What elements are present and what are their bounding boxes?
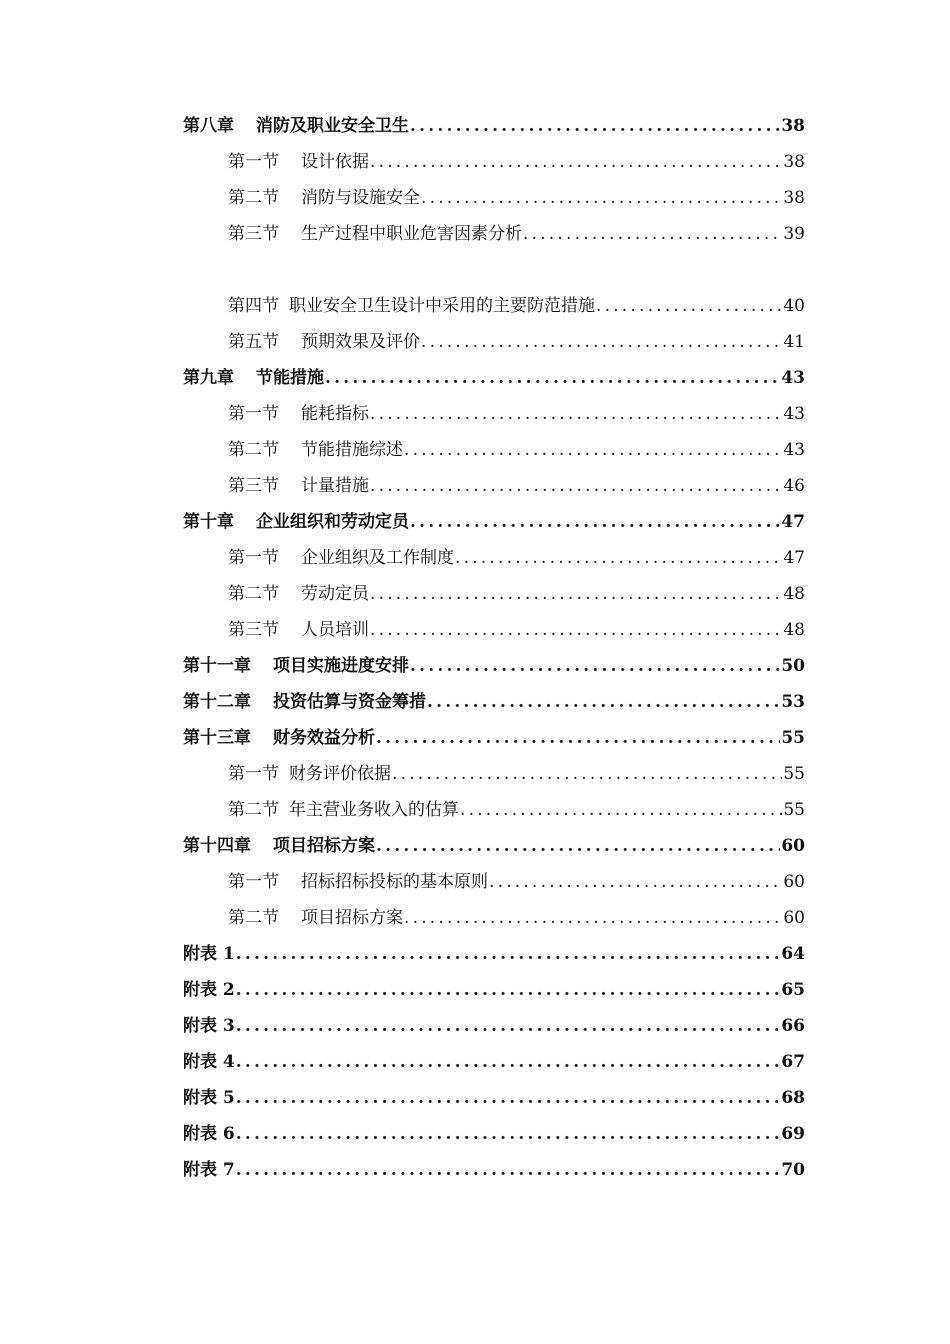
toc-entry-text: 财务效益分析 xyxy=(273,727,375,748)
toc-entry[interactable] xyxy=(183,828,805,864)
toc-entry-number: 第三节 xyxy=(228,475,279,496)
toc-entry-title xyxy=(183,828,375,864)
toc-entry-text: 年主营业务收入的估算 xyxy=(289,799,459,820)
dot-leader xyxy=(236,1152,781,1188)
toc-entry-number: 第十四章 xyxy=(183,835,251,856)
dot-leader xyxy=(370,396,782,432)
toc-page-number: 55 xyxy=(783,763,805,784)
dot-leader xyxy=(236,1080,781,1116)
toc-entry-text: 职业安全卫生设计中采用的主要防范措施 xyxy=(289,295,595,316)
toc-entry[interactable] xyxy=(183,468,805,504)
toc-entry[interactable] xyxy=(183,900,805,936)
toc-entry-number: 第五节 xyxy=(228,331,279,352)
toc-page-number: 43 xyxy=(783,403,805,424)
toc-entry-title xyxy=(228,864,488,900)
toc-page-number: 60 xyxy=(783,871,805,892)
dot-leader xyxy=(236,1008,781,1044)
toc-entry[interactable] xyxy=(183,648,805,684)
toc-page-number: 43 xyxy=(783,439,805,460)
toc-entry-number: 第二节 xyxy=(228,439,279,460)
dot-leader xyxy=(421,180,782,216)
toc-page-number: 55 xyxy=(783,799,805,820)
toc-entry-title xyxy=(228,540,454,576)
dot-leader xyxy=(460,792,782,828)
dot-leader xyxy=(392,756,782,792)
dot-leader xyxy=(370,144,782,180)
toc-entry-title xyxy=(183,360,324,396)
toc-entry[interactable] xyxy=(183,1116,805,1152)
toc-entry-text: 节能措施 xyxy=(256,367,324,388)
toc-entry-title xyxy=(228,288,595,324)
toc-entry-number: 第四节 xyxy=(228,295,279,316)
toc-entry-title xyxy=(228,432,403,468)
dot-leader xyxy=(376,828,780,864)
toc-page-number: 67 xyxy=(781,1051,805,1072)
toc-entry-title: 附表 1 xyxy=(183,943,235,964)
toc-entry-number: 第一节 xyxy=(228,547,279,568)
toc-page-number: 38 xyxy=(783,152,805,172)
dot-leader xyxy=(410,648,780,684)
toc-entry-text: 节能措施综述 xyxy=(301,439,403,460)
toc-page-number: 53 xyxy=(781,691,805,712)
dot-leader xyxy=(236,1116,781,1152)
toc-entry[interactable] xyxy=(183,864,805,900)
dot-leader xyxy=(410,108,780,144)
toc-entry-text: 生产过程中职业危害因素分析 xyxy=(301,224,522,244)
toc-entry-number: 第九章 xyxy=(183,367,234,388)
toc-entry[interactable] xyxy=(183,1152,805,1188)
toc-entry[interactable] xyxy=(183,288,805,324)
toc-entry-text: 消防与设施安全 xyxy=(301,188,420,208)
toc-entry-number: 第三节 xyxy=(228,224,279,244)
toc-page-number: 66 xyxy=(781,1015,805,1036)
toc-entry-title: 附表 6 xyxy=(183,1123,235,1144)
toc-entry-title: 附表 2 xyxy=(183,979,235,1000)
toc-page-number: 47 xyxy=(781,511,805,532)
toc-entry-number: 第三节 xyxy=(228,619,279,640)
dot-leader xyxy=(410,504,780,540)
toc-page-number: 39 xyxy=(783,224,805,244)
toc-page-number: 55 xyxy=(781,727,805,748)
toc-entry[interactable] xyxy=(183,612,805,648)
toc-entry-text: 预期效果及评价 xyxy=(301,331,420,352)
dot-leader xyxy=(370,576,782,612)
toc-entry[interactable] xyxy=(183,1044,805,1080)
toc-entry[interactable] xyxy=(183,540,805,576)
dot-leader xyxy=(523,216,782,252)
toc-entry-number: 第一节 xyxy=(228,763,279,784)
toc-entry-number: 第十三章 xyxy=(183,727,251,748)
dot-leader xyxy=(236,1044,781,1080)
toc-entry-title xyxy=(228,468,369,504)
dot-leader xyxy=(376,720,780,756)
toc-entry-title: 附表 5 xyxy=(183,1087,235,1108)
toc-entry-title xyxy=(228,144,369,180)
toc-entry-title: 附表 7 xyxy=(183,1159,235,1180)
toc-page-number: 69 xyxy=(781,1123,805,1144)
toc-entry[interactable] xyxy=(183,180,805,216)
toc-entry-text: 财务评价依据 xyxy=(289,763,391,784)
toc-entry-number: 第二节 xyxy=(228,583,279,604)
toc-entry[interactable] xyxy=(183,936,805,972)
toc-page-number: 38 xyxy=(781,116,805,136)
toc-entry[interactable] xyxy=(183,720,805,756)
toc-entry-title xyxy=(228,324,420,360)
toc-entry[interactable] xyxy=(183,1008,805,1044)
toc-entry[interactable] xyxy=(183,684,805,720)
toc-entry-title xyxy=(183,648,409,684)
toc-entry-title xyxy=(228,792,459,828)
toc-page-number: 64 xyxy=(781,943,805,964)
toc-page-number: 65 xyxy=(781,979,805,1000)
toc-entry-text: 人员培训 xyxy=(301,619,369,640)
toc-entry-number: 第一节 xyxy=(228,871,279,892)
toc-page-number: 48 xyxy=(783,619,805,640)
toc-entry-number: 第十二章 xyxy=(183,691,251,712)
dot-leader xyxy=(455,540,782,576)
toc-entry-text: 消防及职业安全卫生 xyxy=(256,116,409,136)
toc-entry[interactable] xyxy=(183,972,805,1008)
toc-entry-number: 第八章 xyxy=(183,116,234,136)
toc-entry[interactable] xyxy=(183,144,805,180)
toc-page-number: 68 xyxy=(781,1087,805,1108)
dot-leader xyxy=(370,468,782,504)
toc-entry-title xyxy=(228,756,391,792)
toc-entry[interactable] xyxy=(183,432,805,468)
dot-leader xyxy=(421,324,782,360)
table-of-contents xyxy=(183,108,805,1188)
toc-entry[interactable] xyxy=(183,1080,805,1116)
toc-entry-title xyxy=(228,576,369,612)
toc-entry[interactable] xyxy=(183,396,805,432)
dot-leader xyxy=(427,684,780,720)
toc-entry-text: 投资估算与资金筹措 xyxy=(273,691,426,712)
toc-entry[interactable] xyxy=(183,504,805,540)
toc-page-number: 70 xyxy=(781,1159,805,1180)
toc-entry-number: 第二节 xyxy=(228,799,279,820)
toc-entry-text: 企业组织及工作制度 xyxy=(301,547,454,568)
dot-leader xyxy=(596,288,782,324)
toc-entry-number: 第一节 xyxy=(228,403,279,424)
toc-entry-title: 附表 3 xyxy=(183,1015,235,1036)
toc-entry-title xyxy=(228,396,369,432)
toc-entry-text: 项目招标方案 xyxy=(301,907,403,928)
toc-entry-text: 项目招标方案 xyxy=(273,835,375,856)
toc-page-number: 50 xyxy=(781,655,805,676)
toc-entry-title xyxy=(228,216,522,252)
dot-leader xyxy=(370,612,782,648)
toc-entry-number: 第十章 xyxy=(183,511,234,532)
dot-leader xyxy=(404,900,782,936)
toc-entry-text: 设计依据 xyxy=(301,152,369,172)
toc-page-number: 60 xyxy=(783,907,805,928)
toc-entry-text: 能耗指标 xyxy=(301,403,369,424)
toc-entry-title xyxy=(183,108,409,144)
toc-page-number: 46 xyxy=(783,475,805,496)
toc-entry-number: 第十一章 xyxy=(183,655,251,676)
toc-entry-text: 招标招标投标的基本原则 xyxy=(301,871,488,892)
toc-entry[interactable] xyxy=(183,792,805,828)
toc-entry-title: 附表 4 xyxy=(183,1051,235,1072)
dot-leader xyxy=(404,432,782,468)
toc-entry-number: 第二节 xyxy=(228,188,279,208)
toc-page-number: 40 xyxy=(783,295,805,316)
toc-page-number: 43 xyxy=(781,367,805,388)
toc-page-number: 60 xyxy=(781,835,805,856)
dot-leader xyxy=(489,864,782,900)
dot-leader xyxy=(236,936,781,972)
toc-entry-title xyxy=(183,684,426,720)
toc-page-number: 41 xyxy=(783,331,805,352)
toc-entry-text: 劳动定员 xyxy=(301,583,369,604)
toc-entry-title xyxy=(228,612,369,648)
toc-entry-title xyxy=(228,900,403,936)
toc-entry[interactable] xyxy=(183,324,805,360)
dot-leader xyxy=(236,972,781,1008)
toc-entry[interactable] xyxy=(183,576,805,612)
toc-entry-title xyxy=(183,504,409,540)
toc-page-number: 38 xyxy=(783,188,805,208)
toc-entry-text: 计量措施 xyxy=(301,475,369,496)
toc-page-number: 47 xyxy=(783,547,805,568)
toc-entry[interactable] xyxy=(183,108,805,144)
toc-entry-text: 项目实施进度安排 xyxy=(273,655,409,676)
toc-entry-title xyxy=(228,180,420,216)
dot-leader xyxy=(325,360,780,396)
toc-entry-number: 第一节 xyxy=(228,152,279,172)
toc-entry[interactable] xyxy=(183,360,805,396)
toc-entry[interactable] xyxy=(183,756,805,792)
toc-entry-text: 企业组织和劳动定员 xyxy=(256,511,409,532)
toc-entry-number: 第二节 xyxy=(228,907,279,928)
toc-entry-title xyxy=(183,720,375,756)
toc-page-number: 48 xyxy=(783,583,805,604)
toc-entry[interactable] xyxy=(183,216,805,252)
